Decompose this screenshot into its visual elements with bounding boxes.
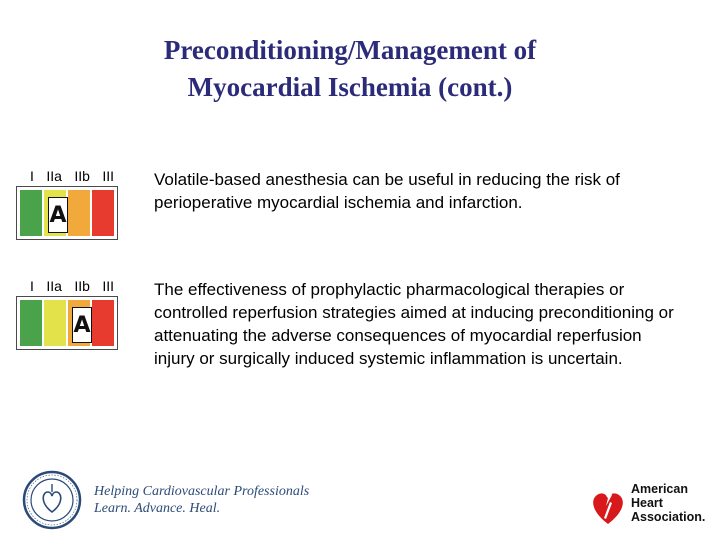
aha-line-1: American (631, 482, 688, 496)
class-iib-cell (68, 190, 90, 236)
class-label-iib: IIb (74, 168, 90, 184)
aha-footer (588, 478, 705, 528)
title-line-1: Preconditioning/Management of (163, 35, 537, 65)
class-labels (16, 168, 120, 184)
class-of-recommendation-chart (16, 278, 120, 350)
level-of-evidence-badge: A (48, 197, 68, 233)
aha-line-2: Heart (631, 496, 663, 510)
acc-seal-logo (22, 470, 82, 530)
aha-wordmark (631, 482, 705, 524)
class-iii-cell (92, 300, 114, 346)
class-label-iii: III (102, 168, 114, 184)
class-label-iii: III (102, 278, 114, 294)
recommendation-text: The effectiveness of prophylactic pharmacological therapies or controlled reperfusion strategies aimed at inducing preconditioning or attenuating the adverse consequences of myocardial reperfusion injury or surgically induced systemic inflammation is uncertain. (154, 280, 674, 368)
class-label-iia: IIa (46, 278, 62, 294)
class-label-iia: IIa (46, 168, 62, 184)
class-color-bar (16, 296, 118, 350)
acc-tagline (94, 483, 309, 517)
tagline-line-1: Helping Cardiovascular Professionals (94, 484, 310, 499)
title-line-2: Myocardial Ischemia (cont.) (187, 72, 513, 102)
class-label-i: I (30, 168, 34, 184)
class-i-cell (20, 190, 42, 236)
class-of-recommendation-chart (16, 168, 120, 240)
class-label-i: I (30, 278, 34, 294)
class-iia-cell (44, 300, 66, 346)
aha-heart-torch-icon (588, 478, 628, 528)
tagline-line-2: Learn. Advance. Heal. (94, 501, 221, 516)
class-labels (16, 278, 120, 294)
class-color-bar (16, 186, 118, 240)
class-i-cell (20, 300, 42, 346)
acc-footer (22, 470, 309, 530)
recommendation-text: Volatile-based anesthesia can be useful in reducing the risk of perioperative myocardial ischemia and infarction. (154, 170, 620, 212)
level-of-evidence-badge: A (72, 307, 92, 343)
page-title (60, 32, 640, 106)
class-label-iib: IIb (74, 278, 90, 294)
aha-line-3: Association. (631, 510, 706, 524)
class-iii-cell (92, 190, 114, 236)
